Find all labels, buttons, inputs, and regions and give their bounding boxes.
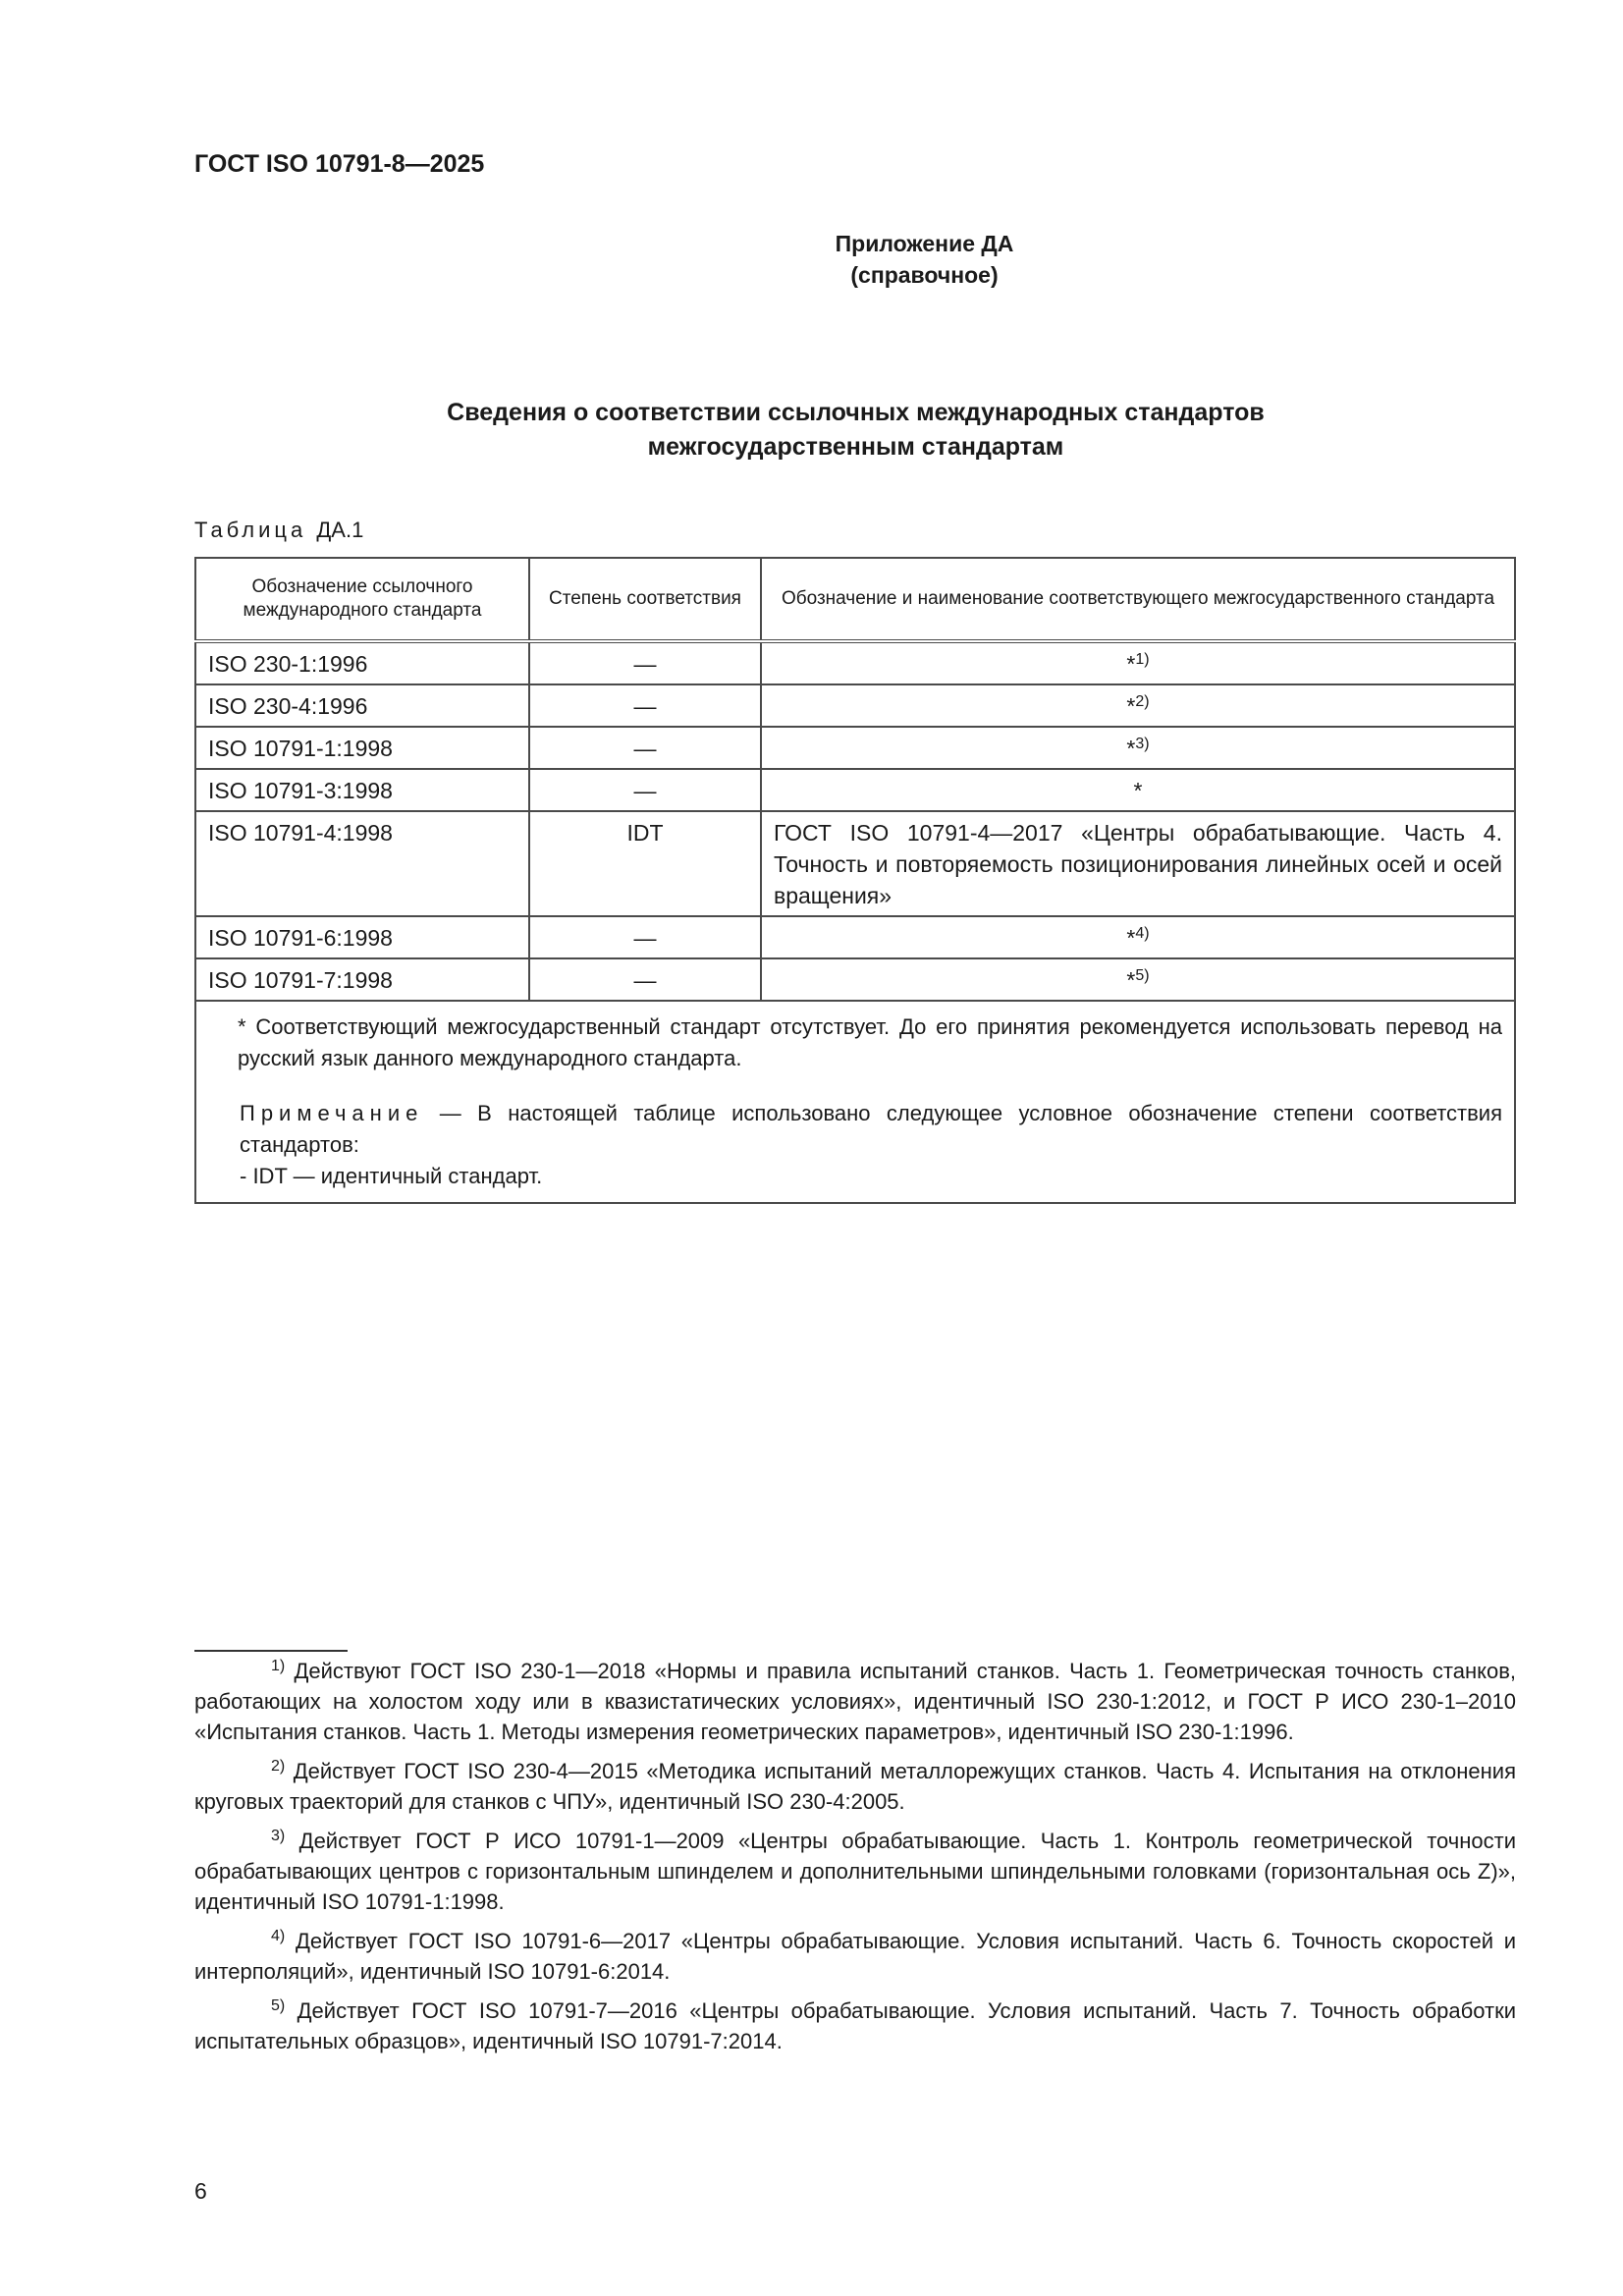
correspondence-table [194, 557, 1516, 1204]
cell-code: ISO 230-4:1996 [195, 684, 529, 727]
table-row [195, 727, 1515, 769]
cell-code: ISO 10791-6:1998 [195, 916, 529, 958]
section-title [0, 396, 1623, 465]
footnote-ref[interactable]: 1) [1135, 651, 1150, 668]
cell-degree: — [529, 727, 761, 769]
table-note [240, 1098, 1502, 1161]
table-row [195, 769, 1515, 811]
footnote [194, 1656, 1516, 1747]
footnote-separator [194, 1650, 348, 1652]
note-heading: Примечание [240, 1101, 424, 1125]
footnote [194, 1826, 1516, 1917]
footnote-ref[interactable]: 2) [1135, 693, 1150, 710]
note-item: - IDT — идентичный стандарт. [240, 1164, 543, 1188]
cell-standard-text: * [1126, 651, 1136, 677]
star-note: * Соответствующий межгосударственный стандарт отсутствует. До его принятия рекомендуется использовать перевод на русский язык данного международного стандарта. [238, 1014, 1502, 1070]
cell-code: ISO 10791-7:1998 [195, 958, 529, 1001]
cell-degree: — [529, 916, 761, 958]
header-interstate-standard: Обозначение и наименование соответствующего межгосударственного стандарта [761, 558, 1515, 641]
cell-standard [761, 916, 1515, 958]
footnote-mark: 2) [271, 1758, 286, 1775]
header-degree: Степень соответствия [529, 558, 761, 641]
annex-heading [0, 228, 1623, 291]
footnote-mark: 1) [271, 1658, 286, 1674]
footnote-text: Действует ГОСТ Р ИСО 10791-1—2009 «Центры обрабатывающие. Часть 1. Контроль геометрической точности обрабатывающих центров с горизонтальным шпинделем и дополнительными шпиндельными головками (горизонтальная ось Z)», идентичный ISO 10791-1:1998. [194, 1829, 1516, 1914]
footnote-mark: 4) [271, 1928, 286, 1944]
table-label [194, 518, 363, 543]
cell-degree: IDT [529, 811, 761, 916]
footnote [194, 1995, 1516, 2056]
cell-code: ISO 10791-4:1998 [195, 811, 529, 916]
table-label-number: ДА.1 [316, 518, 364, 542]
cell-standard [761, 958, 1515, 1001]
footnotes [194, 1656, 1516, 2065]
table-notes [195, 1001, 1515, 1203]
table-row [195, 641, 1515, 684]
note-text: — В настоящей таблице использовано следующее условное обозначение степени соответствия стандартов: [240, 1101, 1502, 1157]
cell-standard-text: * [1126, 736, 1136, 761]
cell-degree: — [529, 958, 761, 1001]
section-title-line-1: Сведения о соответствии ссылочных международных стандартов [447, 399, 1265, 426]
cell-degree: — [529, 641, 761, 684]
table-row [195, 958, 1515, 1001]
footnote-text: Действует ГОСТ ISO 230-4—2015 «Методика испытаний металлорежущих станков. Часть 4. Испытания на отклонения круговых траекторий для станков с ЧПУ», идентичный ISO 230-4:2005. [194, 1759, 1516, 1814]
cell-standard-text: * [1126, 967, 1136, 993]
cell-standard-text: * [1126, 693, 1136, 719]
table-row [195, 916, 1515, 958]
table-label-word: Таблица [194, 518, 307, 542]
cell-standard [761, 727, 1515, 769]
footnote-mark: 5) [271, 1997, 286, 2014]
table-row [195, 811, 1515, 916]
cell-code: ISO 230-1:1996 [195, 641, 529, 684]
cell-standard: ГОСТ ISO 10791-4—2017 «Центры обрабатывающие. Часть 4. Точность и повторяемость позиционирования линейных осей и осей вращения» [761, 811, 1515, 916]
footnote-ref[interactable]: 4) [1135, 925, 1150, 942]
annex-title: Приложение ДА [835, 231, 1014, 256]
footnote [194, 1756, 1516, 1817]
footnote-text: Действуют ГОСТ ISO 230-1—2018 «Нормы и правила испытаний станков. Часть 1. Геометрическая точность станков, работающих на холостом ходу или в квазистатических условиях», идентичный ISO 230-1:2012, и ГОСТ Р ИСО 230-1–2010 «Испытания станков. Часть 1. Методы измерения геометрических параметров», идентичный ISO 230-1:1996. [194, 1659, 1516, 1744]
footnote [194, 1926, 1516, 1987]
footnote-text: Действует ГОСТ ISO 10791-6—2017 «Центры обрабатывающие. Условия испытаний. Часть 6. Точность скоростей и интерполяций», идентичный ISO 10791-6:2014. [194, 1929, 1516, 1984]
header-international-code: Обозначение ссылочного международного стандарта [195, 558, 529, 641]
cell-standard [761, 684, 1515, 727]
cell-code: ISO 10791-1:1998 [195, 727, 529, 769]
cell-standard [761, 769, 1515, 811]
section-title-line-2: межгосударственным стандартам [647, 433, 1064, 461]
footnote-text: Действует ГОСТ ISO 10791-7—2016 «Центры обрабатывающие. Условия испытаний. Часть 7. Точность обработки испытательных образцов», идентичный ISO 10791-7:2014. [194, 1998, 1516, 2053]
cell-degree: — [529, 769, 761, 811]
table-notes-row [195, 1001, 1515, 1203]
page-number: 6 [194, 2178, 207, 2204]
table-header-row [195, 558, 1515, 641]
footnote-mark: 3) [271, 1828, 286, 1844]
document-code: ГОСТ ISO 10791-8—2025 [194, 150, 485, 178]
footnote-ref[interactable]: 3) [1135, 736, 1150, 752]
annex-subtitle: (справочное) [850, 262, 999, 288]
cell-standard-text: * [1133, 778, 1143, 803]
cell-degree: — [529, 684, 761, 727]
cell-code: ISO 10791-3:1998 [195, 769, 529, 811]
footnote-ref[interactable]: 5) [1135, 967, 1150, 984]
table-row [195, 684, 1515, 727]
cell-standard-text: * [1126, 925, 1136, 951]
cell-standard [761, 641, 1515, 684]
